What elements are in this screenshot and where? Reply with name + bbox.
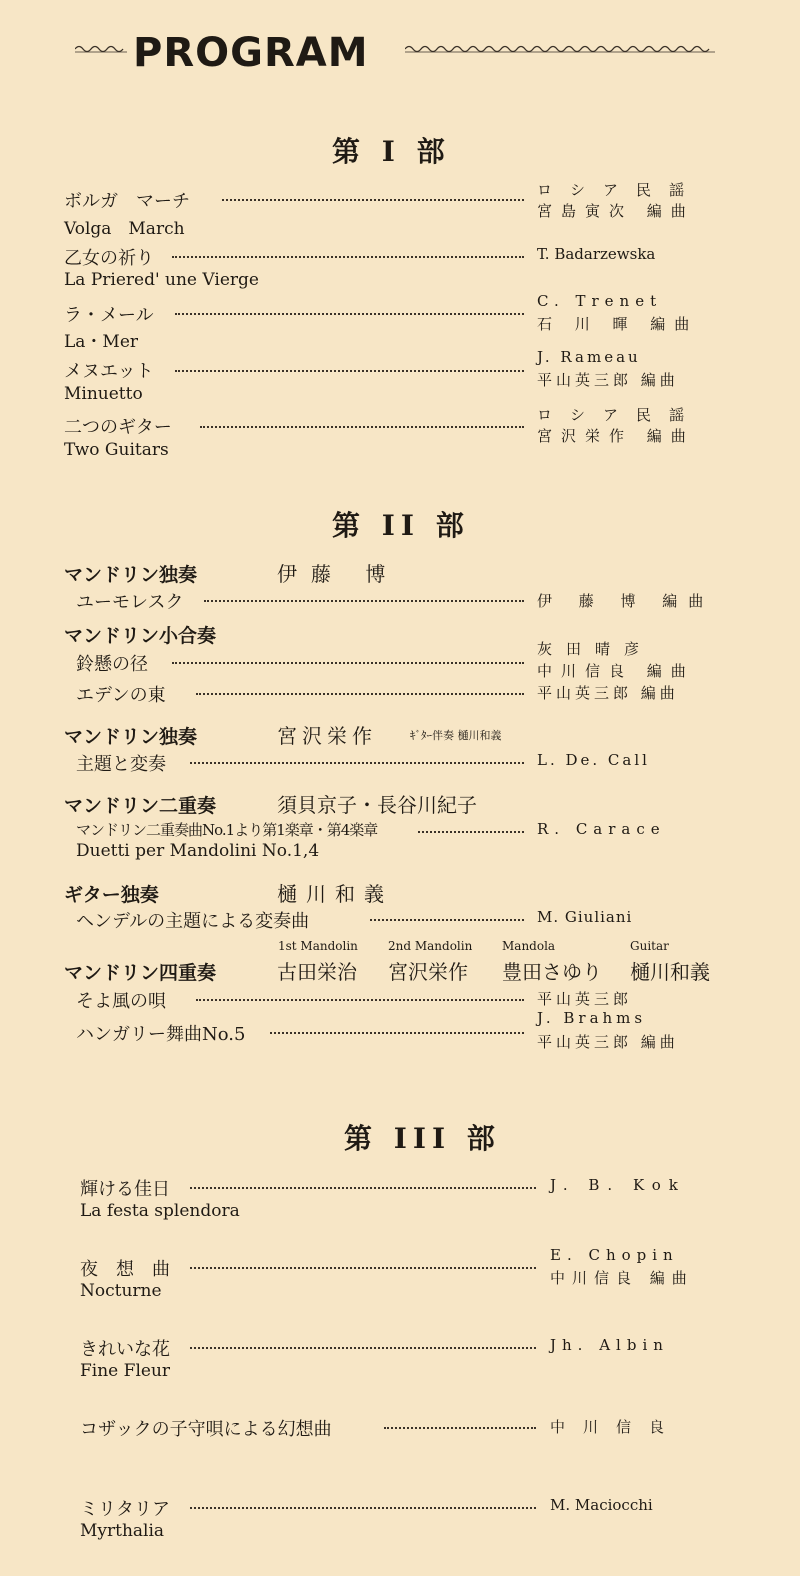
piece-title: 乙女の祈り xyxy=(64,248,154,269)
composer: 中川信良 xyxy=(550,1418,683,1436)
composer: 灰田晴彦 xyxy=(537,640,654,658)
arranger: 中川信良 編曲 xyxy=(537,662,695,680)
performer: 古田栄治 xyxy=(277,960,357,984)
leader-dots xyxy=(222,199,524,201)
group-header: マンドリン独奏 xyxy=(64,564,198,586)
part3-title: 第 III 部 xyxy=(344,1122,501,1155)
leader-dots xyxy=(196,693,524,695)
group-header: マンドリン二重奏 xyxy=(64,795,217,817)
piece-title: メヌエット xyxy=(64,361,154,382)
piece-title: 二つのギター xyxy=(64,417,172,438)
composer: E. Chopin xyxy=(550,1246,679,1264)
performer: 須貝京子・長谷川紀子 xyxy=(277,793,477,817)
piece-title-en: Nocturne xyxy=(80,1281,162,1301)
piece-title: エデンの東 xyxy=(76,685,166,706)
piece-title-en: La・Mer xyxy=(64,332,139,352)
piece-title-en: La festa splendora xyxy=(80,1201,240,1221)
group-header: マンドリン四重奏 xyxy=(64,962,217,984)
composer: T. Badarzewska xyxy=(537,245,656,263)
piece-title-en: Volga March xyxy=(64,219,185,239)
leader-dots xyxy=(190,1347,536,1349)
arranger: 石 川 暉 編曲 xyxy=(537,315,699,333)
arranger: 平山英三郎 編曲 xyxy=(537,1033,679,1051)
performer: 宮沢栄作 xyxy=(277,724,377,748)
piece-title-en: La Priered' une Vierge xyxy=(64,270,259,290)
piece-title: ラ・メール xyxy=(64,305,154,326)
piece-title: ユーモレスク xyxy=(76,592,184,613)
group-header: マンドリン独奏 xyxy=(64,726,198,748)
group-header: マンドリン小合奏 xyxy=(64,625,217,647)
piece-title: マンドリン二重奏曲No.1より第1楽章・第4楽章 xyxy=(76,821,378,839)
piece-title-en: Fine Fleur xyxy=(80,1361,171,1381)
performer: 樋川和義 xyxy=(630,960,710,984)
composer: J. B. Kok xyxy=(550,1176,686,1194)
role-label: 1st Mandolin xyxy=(278,939,358,953)
leader-dots xyxy=(384,1427,536,1429)
composer: C. Trenet xyxy=(537,292,663,310)
arranger: 宮沢栄作 編曲 xyxy=(537,427,695,445)
piece-title: ボルガ マーチ xyxy=(64,191,190,212)
composer: M. Giuliani xyxy=(537,908,633,926)
leader-dots xyxy=(270,1032,524,1034)
leader-dots xyxy=(172,256,524,258)
piece-title-en: Two Guitars xyxy=(64,440,169,460)
piece-title: ハンガリー舞曲No.5 xyxy=(76,1024,246,1045)
piece-title: 主題と変奏 xyxy=(76,754,166,775)
page-title: PROGRAM xyxy=(133,30,369,76)
performer: 樋川和義 xyxy=(277,882,393,906)
arranger: 平山英三郎 編曲 xyxy=(537,371,679,389)
piece-title: きれいな花 xyxy=(80,1339,170,1360)
piece-title: 輝ける佳日 xyxy=(80,1179,170,1200)
performer: 豊田さゆり xyxy=(502,960,602,984)
leader-dots xyxy=(175,313,524,315)
composer: ロシア民謡 xyxy=(537,406,703,424)
arranger: 伊 藤 博 編曲 xyxy=(537,592,715,610)
piece-title-en: Duetti per Mandolini No.1,4 xyxy=(76,841,320,861)
composer: R. Carace xyxy=(537,820,666,838)
composer: J. Rameau xyxy=(537,348,641,366)
arranger: 平山英三郎 編曲 xyxy=(537,684,679,702)
leader-dots xyxy=(190,1187,536,1189)
leader-dots xyxy=(190,762,524,764)
piece-title: 夜 想 曲 xyxy=(80,1259,170,1280)
piece-title-en: Minuetto xyxy=(64,384,143,404)
leader-dots xyxy=(204,600,524,602)
leader-dots xyxy=(418,831,524,833)
piece-title: ミリタリア xyxy=(80,1499,170,1520)
role-label: Guitar xyxy=(630,939,669,953)
leader-dots xyxy=(190,1267,536,1269)
composer: M. Maciocchi xyxy=(550,1496,653,1514)
arranger: 宮島寅次 編曲 xyxy=(537,202,695,220)
arranger: 中川信良 編曲 xyxy=(550,1269,694,1287)
leader-dots xyxy=(190,1507,536,1509)
part1-title: 第 I 部 xyxy=(332,135,451,168)
accompanist: ｷﾞﾀｰ伴奏 樋川和義 xyxy=(410,729,502,742)
composer: ロシア民謡 xyxy=(537,181,703,199)
leader-dots xyxy=(370,919,524,921)
group-header: ギター独奏 xyxy=(64,884,159,906)
piece-title: コザックの子守唄による幻想曲 xyxy=(80,1419,332,1440)
part2-title: 第 II 部 xyxy=(332,509,470,542)
piece-title-en: Myrthalia xyxy=(80,1521,165,1541)
performer: 宮沢栄作 xyxy=(388,960,468,984)
right-ornament xyxy=(405,44,715,54)
piece-title: ヘンデルの主題による変奏曲 xyxy=(76,911,310,932)
composer: J. Brahms xyxy=(537,1009,647,1027)
composer: Jh. Albin xyxy=(550,1336,669,1354)
left-ornament xyxy=(75,44,127,54)
piece-title: 鈴懸の径 xyxy=(76,654,148,675)
role-label: Mandola xyxy=(502,939,556,953)
arranger: 平山英三郎 xyxy=(537,990,633,1008)
leader-dots xyxy=(196,999,524,1001)
performer: 伊藤 博 xyxy=(277,562,400,586)
leader-dots xyxy=(172,662,524,664)
composer: L. De. Call xyxy=(537,751,650,769)
piece-title: そよ風の唄 xyxy=(76,991,166,1012)
leader-dots xyxy=(175,370,524,372)
role-label: 2nd Mandolin xyxy=(388,939,473,953)
leader-dots xyxy=(200,426,524,428)
